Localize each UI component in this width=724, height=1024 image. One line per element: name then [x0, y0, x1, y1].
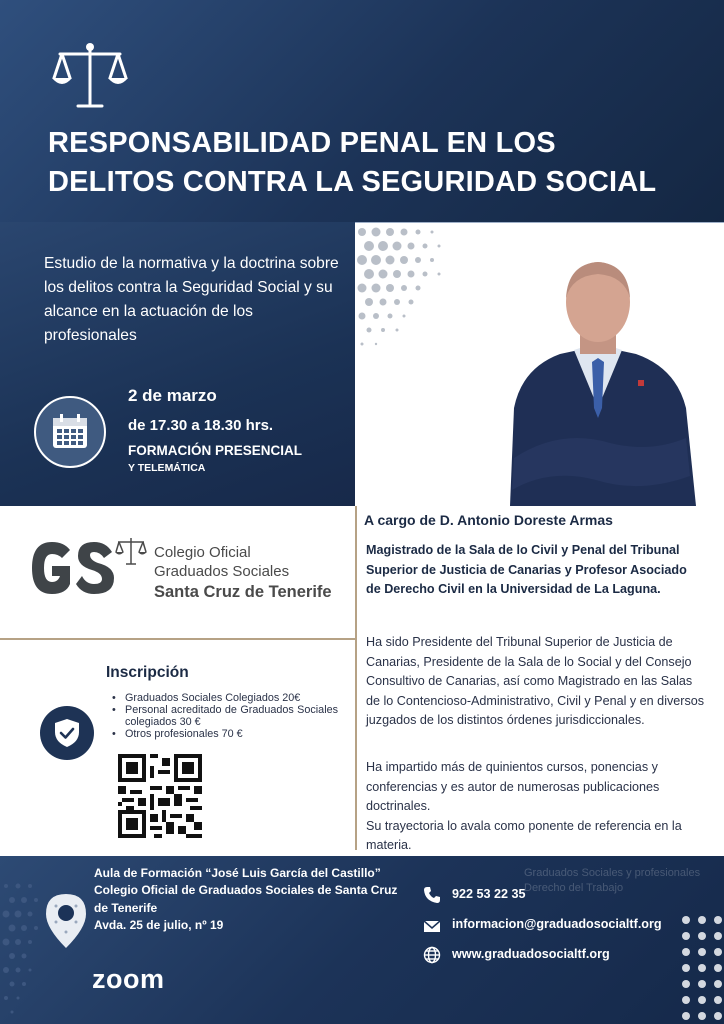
price-list [112, 692, 338, 740]
calendar-badge [34, 396, 106, 468]
event-intro: Estudio de la normativa y la doctrina sobre los delitos contra la Seguridad Social y su alcance en la actuación de los profesionales [44, 255, 339, 344]
footer-dots-right-decoration [676, 912, 724, 1024]
gs-logo-icon [26, 536, 118, 600]
title-line-1: RESPONSABILIDAD PENAL EN LOS [48, 127, 556, 159]
event-date: 2 de marzo [128, 386, 217, 405]
mail-icon [423, 917, 441, 935]
inscription-title: Inscripción [106, 664, 189, 681]
event-mode-sub: Y TELEMÁTICA [128, 462, 206, 474]
calendar-icon [50, 412, 90, 452]
speaker-bio-2-text: Ha impartido más de quinientos cursos, ponencias y conferencias y es autor de numerosas publicaciones doctrinales. [366, 760, 660, 814]
scales-of-justice-icon [50, 40, 130, 114]
halftone-dots-decoration [352, 222, 452, 352]
shield-badge [40, 706, 94, 760]
speaker-heading: A cargo de D. Antonio Doreste Armas [364, 512, 613, 528]
logo-line-2: Graduados Sociales [154, 563, 290, 580]
venue-address [94, 865, 414, 935]
title-line-2: DELITOS CONTRA LA SEGURIDAD SOCIAL [48, 166, 657, 198]
speaker-bio-3-text: Su trayectoria lo avala como ponente de referencia en la materia. [366, 818, 682, 853]
shield-check-icon [53, 718, 81, 748]
qr-code[interactable] [118, 754, 202, 838]
speaker-title: Magistrado de la Sala de lo Civil y Penal del Tribunal Superior de Justicia de Canarias y Profesor Asociado de Derecho Civil en la Universidad de La Laguna. [366, 543, 687, 597]
event-time: de 17.30 a 18.30 hrs. [128, 417, 274, 434]
venue-line-2: Colegio Oficial de Graduados Sociales de Santa Cruz de Tenerife [94, 883, 398, 915]
contact-phone[interactable]: 922 53 22 35 [452, 887, 526, 901]
location-pin-icon [44, 892, 88, 950]
page-title [48, 124, 708, 202]
phone-icon [423, 886, 441, 904]
gold-divider-vertical [355, 506, 357, 850]
venue-line-1: Aula de Formación “José Luis García del Castillo” [94, 866, 381, 880]
speaker-bio-1: Ha sido Presidente del Tribunal Superior de Justicia de Canarias, Presidente de la Sala de lo Social y del Consejo Consultivo de Canarias, así como Magistrado en las Salas de lo Contencioso-Administrativo, Civil y Penal y en diversos juzgados de los distintos órdenes jurisdiccionales. [366, 635, 705, 728]
gold-divider-horizontal [0, 638, 357, 640]
footer-dots-left-decoration [0, 876, 40, 1024]
logo-scales-icon [115, 536, 147, 566]
contact-website[interactable]: www.graduadosocialtf.org [452, 947, 610, 961]
contact-email[interactable]: informacion@graduadosocialtf.org [452, 917, 662, 931]
logo-line-1: Colegio Oficial [154, 544, 251, 561]
event-panel [0, 222, 355, 506]
venue-line-3: Avda. 25 de julio, nº 19 [94, 918, 224, 933]
logo-line-3: Santa Cruz de Tenerife [154, 583, 332, 601]
price-item: • Otros profesionales 70 € [112, 728, 338, 740]
watermark-text: Graduados Sociales y profesionales Derecho del Trabajo [524, 867, 701, 894]
speaker-photo [500, 258, 696, 506]
price-item: • Graduados Sociales Colegiados 20€ [112, 692, 338, 704]
speaker-bio-2 [366, 758, 708, 856]
zoom-logo: zoom [92, 964, 165, 994]
price-item: • Personal acreditado de Graduados Sociales colegiados 30 € [112, 704, 338, 728]
event-mode: FORMACIÓN PRESENCIAL [128, 443, 303, 458]
globe-icon [423, 946, 441, 964]
